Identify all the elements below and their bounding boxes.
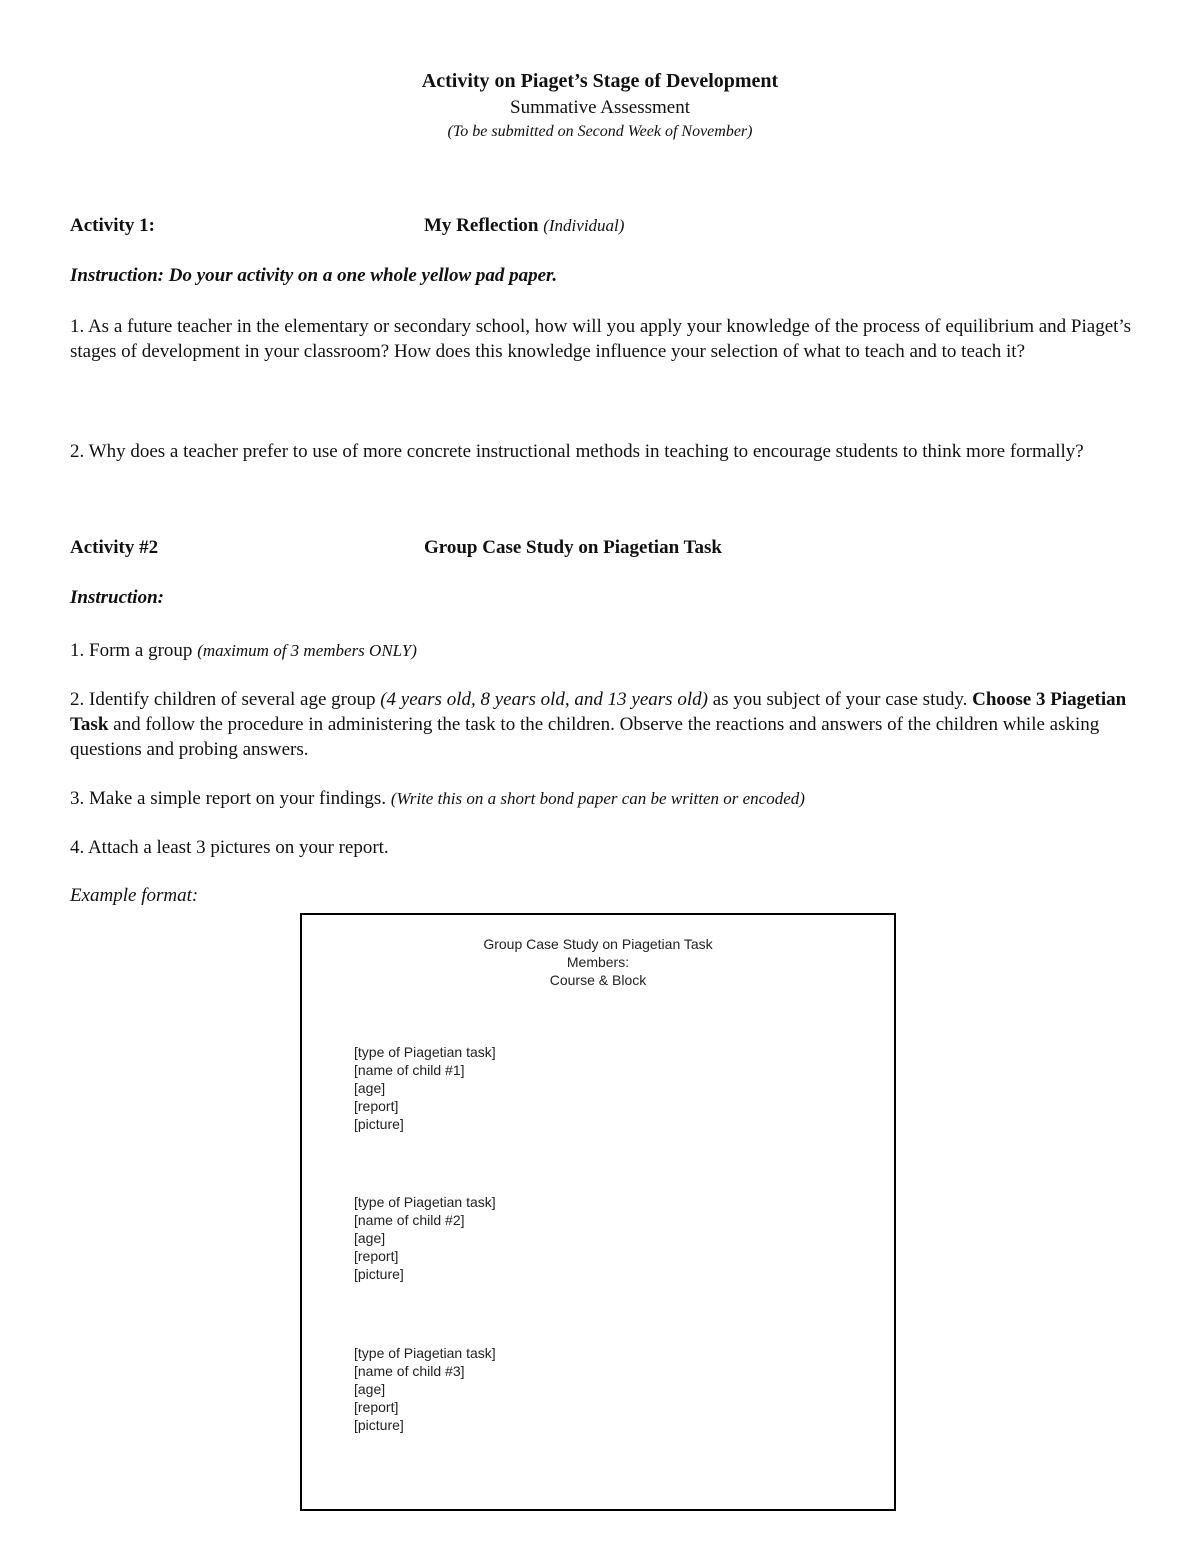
activity2-step1 xyxy=(70,638,1135,663)
example-child-block-2 xyxy=(354,1193,496,1283)
document-subtitle: Summative Assessment xyxy=(510,97,690,118)
example-box-header xyxy=(302,935,894,989)
activity2-title: Group Case Study on Piagetian Task xyxy=(424,537,722,558)
submission-note: (To be submitted on Second Week of November) xyxy=(447,123,753,140)
task-placeholder: [type of Piagetian task] xyxy=(354,1194,496,1210)
activity1-question1: 1. As a future teacher in the elementary or secondary school, how will you apply your knowledge of the process of equilibrium and Piaget’s stages of development in your classroom? How does this knowledge influence your selection of what to teach and to teach it? xyxy=(70,316,1132,362)
task-placeholder: [type of Piagetian task] xyxy=(354,1345,496,1361)
step1-text: 1. Form a group xyxy=(70,640,198,661)
child-name-placeholder: [name of child #2] xyxy=(354,1212,465,1228)
activity1-heading xyxy=(424,215,624,237)
age-placeholder: [age] xyxy=(354,1080,386,1096)
activity1-title: My Reflection xyxy=(424,215,539,236)
step2-text-a: 2. Identify children of several age group xyxy=(70,689,381,710)
step3-text: 3. Make a simple report on your findings. xyxy=(70,788,391,809)
step2-age-note: (4 years old, 8 years old, and 13 years old) xyxy=(380,689,708,710)
document-title: Activity on Piaget’s Stage of Development xyxy=(421,70,779,92)
step1-note: (maximum of 3 members ONLY) xyxy=(197,641,417,660)
activity2-label: Activity #2 xyxy=(70,537,159,558)
task-placeholder: [type of Piagetian task] xyxy=(354,1044,496,1060)
activity2-step4: 4. Attach a least 3 pictures on your report. xyxy=(70,837,389,858)
activity1-question2: 2. Why does a teacher prefer to use of more concrete instructional methods in teaching to encourage students to think more formally? xyxy=(70,441,1084,462)
example-format-label: Example format: xyxy=(70,885,199,906)
report-placeholder: [report] xyxy=(354,1399,399,1415)
activity2-step3 xyxy=(70,786,1135,811)
step2-text-c: and follow the procedure in administering the task to the children. Observe the reactions and answers of the children while asking questions and probing answers. xyxy=(70,714,1100,760)
example-box-members: Members: xyxy=(566,954,630,970)
activity1-label: Activity 1: xyxy=(70,215,155,236)
child-name-placeholder: [name of child #1] xyxy=(354,1062,465,1078)
step3-note: (Write this on a short bond paper can be written or encoded) xyxy=(390,789,805,808)
step2-text-b: as you subject of your case study. xyxy=(707,689,973,710)
report-placeholder: [report] xyxy=(354,1248,399,1264)
picture-placeholder: [picture] xyxy=(354,1116,404,1132)
activity2-step2 xyxy=(70,687,1135,762)
age-placeholder: [age] xyxy=(354,1381,386,1397)
example-box-course: Course & Block xyxy=(549,972,647,988)
report-placeholder: [report] xyxy=(354,1098,399,1114)
step2-bold: Choose 3 Piagetian Task xyxy=(70,689,1127,735)
activity1-instruction: Instruction: Do your activity on a one whole yellow pad paper. xyxy=(70,265,558,286)
activity2-instruction: Instruction: xyxy=(70,587,164,608)
child-name-placeholder: [name of child #3] xyxy=(354,1363,465,1379)
picture-placeholder: [picture] xyxy=(354,1417,404,1433)
age-placeholder: [age] xyxy=(354,1230,386,1246)
example-child-block-1 xyxy=(354,1043,496,1133)
example-box-title: Group Case Study on Piagetian Task xyxy=(483,936,713,952)
picture-placeholder: [picture] xyxy=(354,1266,404,1282)
example-format-box xyxy=(300,913,896,1511)
activity1-title-note: (Individual) xyxy=(543,216,625,235)
example-child-block-3 xyxy=(354,1344,496,1434)
